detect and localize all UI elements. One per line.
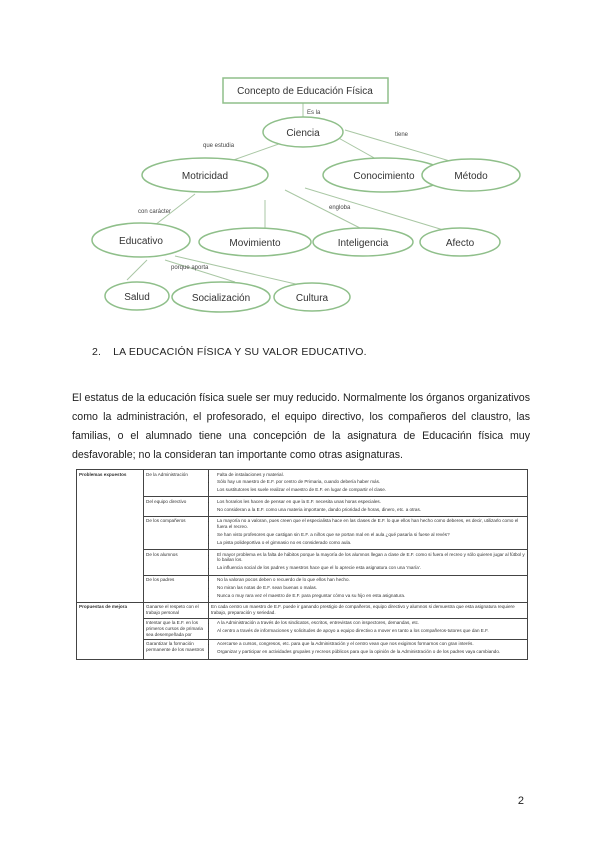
section-heading <box>92 346 367 358</box>
row-label: De los padres <box>144 575 209 602</box>
metodo-label: Método <box>454 171 488 182</box>
body-paragraph: El estatus de la educación física suele ser muy reducido. Normalmente los órganos organizativos como la administración, el profesorado, el equipo directivo, los compañeros del claustro, las familias, o el alumnado tiene una concepción de la asignatura de Educacińn física muy desfavorable; no la consideran tan importante como otras asignaturas. <box>72 391 530 461</box>
link-con-caracter: con carácter <box>138 209 172 215</box>
link-es-la: Es la <box>307 110 321 116</box>
ciencia-label: Ciencia <box>286 128 320 139</box>
table-row <box>77 602 528 618</box>
page-number: 2 <box>517 795 524 807</box>
salud-label: Salud <box>124 292 150 303</box>
link-tiene: tiene <box>395 132 409 138</box>
row-label: Intentar que la E.F. en los primeros cursos de primaria sea desempeñada por <box>144 618 209 639</box>
list-item: • A la Administración a través de los sindicatos, escritos, entrevistas con inspectores, demandas, etc. <box>217 620 525 626</box>
propuestas-heading: Propuestas de mejora <box>77 602 144 659</box>
list-item: • Al centro a través de informaciones y solicitudes de apoyo a equipo directivo a mover en tanto a los compañeros-tutores que dan E.F. <box>217 628 525 634</box>
inteligencia-label: Inteligencia <box>337 238 389 249</box>
list-item: • Nunca o muy rara vez el maestro de E.F. para preguntar cómo va su hijo en esta asignatura. <box>217 593 525 599</box>
row-text: En cada centro un maestro de E.F. puede ir ganando prestigio de compañeros, equipo directivo y alumnos si demuestra que esta asignatura requiere trabajo, preparación y seriedad. <box>209 602 528 618</box>
list-item: • Sólo hay un maestro de E.F. por centro de Primaria, cuando debería haber más. <box>217 479 525 485</box>
conocimiento-label: Conocimiento <box>353 171 415 182</box>
root-node-label: Concepto de Educación Física <box>237 86 373 97</box>
row-label: De los alumnos <box>144 550 209 575</box>
motricidad-label: Motricidad <box>181 171 229 182</box>
afecto-label: Afecto <box>445 238 475 249</box>
section-title: LA EDUCACIÓN FÍSICA Y SU VALOR EDUCATIVO. <box>113 346 367 358</box>
list-item: • No miran las notas de E.F. sean buenas o malas. <box>217 585 525 591</box>
list-item: • La mayoría no a valoran, pues creen que el especialista hace en las clases de E.F. lo que ellos han hecho como deberes, es decir, utilizarlo como el fuera el recreo. <box>217 518 525 530</box>
table-row <box>77 575 528 602</box>
row-label: De la Administración <box>144 470 209 497</box>
row-label: De los compañeros <box>144 516 209 549</box>
link-engloba: engloba <box>329 205 351 211</box>
socializacion-label: Socialización <box>191 293 251 304</box>
concept-map-diagram <box>85 70 525 315</box>
link-que-estudia: que estudia <box>203 143 235 149</box>
problems-proposals-table <box>76 469 528 660</box>
list-item: • La pista polideportiva o el gimnasio no es considerado como aula. <box>217 540 525 546</box>
list-item: • Se han visto profesores que castigan sin E.F. a niños que se portan mal en el aula ¿qué pasaría si fuese al revés? <box>217 532 525 538</box>
section-number: 2. <box>92 346 102 358</box>
table-row <box>77 497 528 517</box>
problemas-heading: Problemas expuestos <box>77 470 144 603</box>
educativo-label: Educativo <box>119 236 163 247</box>
list-item: • El mayor problema es la falta de hábitos porque la mayoría de los alumnos llegan a clase de E.F. como si fuera el recreo y sólo quieren jugar al fútbol y lo bailan los. <box>217 552 525 564</box>
list-item: • Falta de instalaciones y material. <box>217 472 525 478</box>
list-item: • No la valoran pocos deben o recuerdo de lo que ellos han hecho. <box>217 577 525 583</box>
table-row <box>77 516 528 549</box>
list-item: • Organizar y participar en actividades grupales y recreos públicos para que la opinión de la Administración o de los padres vaya cambiando. <box>217 649 525 655</box>
list-item: • Acercarse a cursos, congresos, etc. para que la Administración y el centro vean que nos exigimos formarnos con gran interés. <box>217 641 525 647</box>
row-label: Del equipo directivo <box>144 497 209 517</box>
row-label: Ganarse el respeto con el trabajo personal <box>144 602 209 618</box>
cultura-label: Cultura <box>295 293 329 304</box>
link-porque-aporta: porque aporta <box>171 265 209 271</box>
row-label: Garantizar la formación permanente de los maestros <box>144 639 209 659</box>
list-item: • La influencia social de los padres y maestros hace que el lo aprecie esta asignatura con una 'maría'. <box>217 565 525 571</box>
movimiento-label: Movimiento <box>229 238 281 249</box>
table-row <box>77 550 528 575</box>
table-row <box>77 618 528 639</box>
concept-map <box>85 70 525 315</box>
table-row <box>77 470 528 497</box>
list-item: • Los horarios les hacen de pensar en que la E.F. necesita unas horas especiales. <box>217 499 525 505</box>
list-item: • Los sustitutores les suele realizar el maestro de E.F. en lugar de compartir el clase. <box>217 487 525 493</box>
list-item: • No consideran a la E.F. como una materia importante, dando prioridad de horas, dinero, etc. a otras. <box>217 507 525 513</box>
table-row <box>77 639 528 659</box>
